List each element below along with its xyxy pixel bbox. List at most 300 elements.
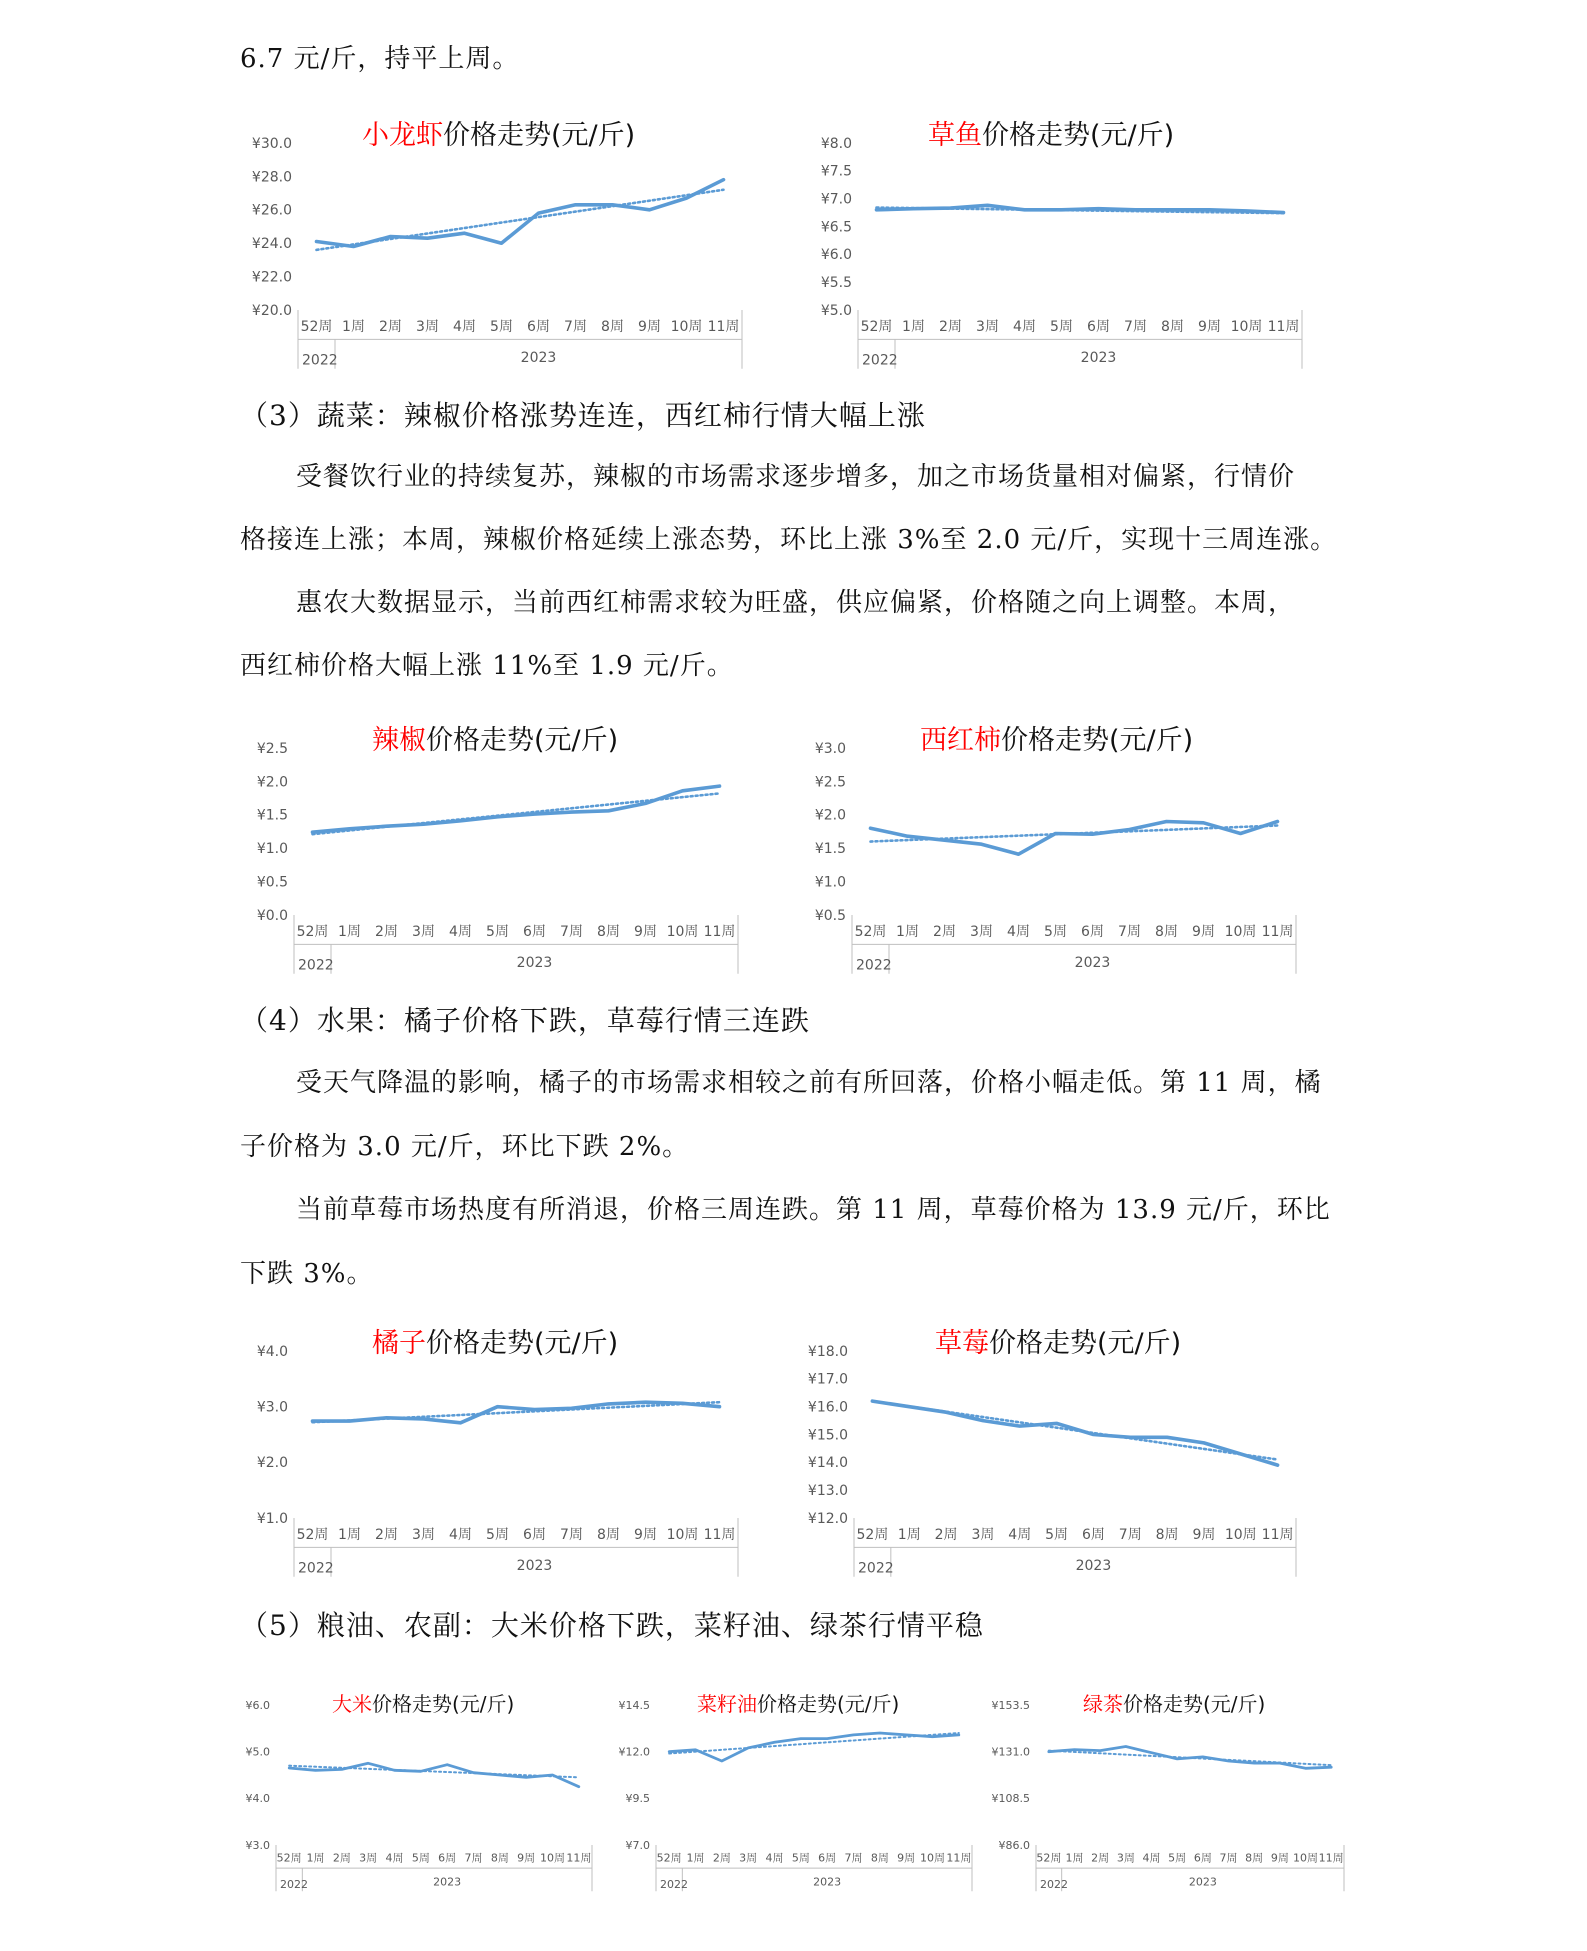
x-tick-label: 11周 [703, 924, 736, 940]
data-point [570, 811, 572, 813]
data-point [1092, 1433, 1094, 1435]
y-tick-label: ¥4.0 [256, 1343, 288, 1360]
x-tick-label: 8周 [870, 1851, 889, 1865]
data-point [607, 810, 609, 812]
x-tick-label: 6周 [1081, 924, 1104, 940]
data-point [852, 1734, 854, 1736]
x-tick-label: 7周 [564, 319, 587, 335]
x-tick-label: 5周 [490, 319, 513, 335]
series-line [1049, 1747, 1331, 1769]
data-point [1227, 1760, 1229, 1762]
data-point [348, 828, 350, 830]
y-tick-label: ¥1.0 [814, 874, 846, 891]
y-tick-label: ¥9.5 [625, 1792, 650, 1806]
x-tick-label: 9周 [897, 1851, 916, 1865]
x-tick-label: 6周 [1081, 1527, 1105, 1543]
y-tick-label: ¥7.0 [820, 191, 852, 208]
y-tick-label: ¥30.0 [251, 135, 292, 152]
year-label-2022: 2022 [280, 1877, 308, 1891]
data-point [668, 1750, 670, 1752]
chart-title-product: 绿茶 [1083, 1692, 1123, 1716]
x-tick-label: 1周 [896, 924, 919, 940]
data-point [685, 197, 687, 199]
x-tick-label: 52周 [296, 924, 329, 940]
year-label-2022: 2022 [862, 352, 898, 369]
x-tick-label: 2周 [332, 1851, 351, 1865]
data-point [869, 827, 871, 829]
data-point [1019, 1425, 1021, 1427]
y-tick-label: ¥0.5 [814, 907, 846, 924]
series-line [877, 205, 1284, 212]
series-line [872, 1401, 1277, 1465]
chart-strawberry [790, 1313, 1310, 1593]
data-point [648, 209, 650, 211]
x-tick-label: 3周 [976, 319, 999, 335]
x-tick-label: 9周 [638, 319, 661, 335]
series-line [313, 786, 720, 832]
x-tick-label: 11周 [1261, 1527, 1294, 1543]
x-tick-label: 4周 [765, 1851, 784, 1865]
data-point [1171, 209, 1173, 211]
data-point [1240, 1453, 1242, 1455]
data-point [314, 1769, 316, 1771]
y-tick-label: ¥153.5 [991, 1698, 1030, 1712]
chart-chili [232, 710, 752, 990]
x-tick-label: 8周 [597, 924, 620, 940]
section-heading-vegetables: （3）蔬菜：辣椒价格涨势连连，西红柿行情大幅上涨 [240, 399, 926, 432]
data-point [1017, 853, 1019, 855]
year-label-2022: 2022 [858, 1560, 894, 1577]
chart-title-product: 大米 [332, 1692, 372, 1716]
data-point [496, 1405, 498, 1407]
section-heading-grain-oil: （5）粮油、农副：大米价格下跌，菜籽油、绿茶行情平稳 [240, 1609, 984, 1642]
data-point [871, 1400, 873, 1402]
x-tick-label: 3周 [739, 1851, 758, 1865]
data-point [1330, 1766, 1332, 1768]
x-tick-label: 3周 [412, 1527, 435, 1543]
chart-title-product: 草莓 [935, 1328, 989, 1359]
chart-title-product: 辣椒 [372, 725, 426, 756]
paragraph-chili-line1: 受餐饮行业的持续复苏，辣椒的市场需求逐步增多，加之市场货量相对偏紧，行情价 [296, 462, 1296, 492]
x-tick-label: 3周 [971, 1527, 995, 1543]
data-point [611, 204, 613, 206]
x-tick-label: 7周 [1219, 1851, 1238, 1865]
data-point [426, 237, 428, 239]
x-tick-label: 7周 [464, 1851, 483, 1865]
x-tick-label: 2周 [934, 1527, 958, 1543]
paragraph-strawberry-line2: 下跌 3%。 [240, 1259, 374, 1289]
x-tick-label: 4周 [449, 1527, 472, 1543]
chart-crayfish [232, 105, 752, 385]
chart-title-suffix: 价格走势(元/斤) [1123, 1692, 1266, 1716]
year-label-2022: 2022 [1040, 1877, 1068, 1891]
x-tick-label: 5周 [1050, 319, 1073, 335]
series-line [669, 1733, 959, 1761]
data-point [912, 207, 914, 209]
data-point [311, 1420, 313, 1422]
paragraph-tomato-line1: 惠农大数据显示，当前西红柿需求较为旺盛，供应偏紧，价格随之向上调整。本周， [296, 588, 1296, 618]
data-point [800, 1737, 802, 1739]
data-point [1208, 209, 1210, 211]
year-label-2023: 2023 [516, 954, 553, 971]
data-point [1150, 1752, 1152, 1754]
x-tick-label: 8周 [601, 319, 624, 335]
year-label-2023: 2023 [1074, 954, 1111, 971]
x-tick-label: 4周 [385, 1851, 404, 1865]
chart-title-suffix: 价格走势(元/斤) [1001, 725, 1194, 756]
text-line-0: 6.7 元/斤，持平上周。 [240, 44, 520, 74]
y-tick-label: ¥0.5 [256, 874, 288, 891]
x-tick-label: 7周 [1118, 924, 1141, 940]
data-point [718, 1405, 720, 1407]
chart-rapeseed-oil [612, 1680, 982, 1915]
x-tick-label: 10周 [666, 1527, 699, 1543]
x-tick-label: 2周 [939, 319, 962, 335]
y-tick-label: ¥28.0 [251, 169, 292, 186]
data-point [906, 835, 908, 837]
data-point [681, 790, 683, 792]
chart-rice [232, 1680, 602, 1915]
data-point [681, 1402, 683, 1404]
x-tick-label: 5周 [791, 1851, 810, 1865]
data-point [986, 204, 988, 206]
y-tick-label: ¥14.0 [807, 1455, 848, 1472]
x-tick-label: 11周 [703, 1527, 736, 1543]
x-tick-label: 11周 [1261, 924, 1294, 940]
x-tick-label: 7周 [560, 924, 583, 940]
data-point [1276, 1464, 1278, 1466]
year-label-2023: 2023 [1075, 1557, 1112, 1574]
data-point [578, 1785, 580, 1787]
series-line [317, 180, 724, 247]
chart-green-tea [988, 1680, 1358, 1915]
y-tick-label: ¥14.5 [618, 1698, 650, 1712]
chart-orange [232, 1313, 752, 1593]
chart-tomato [790, 710, 1310, 990]
x-tick-label: 52周 [856, 1527, 889, 1543]
data-point [694, 1749, 696, 1751]
data-point [341, 1768, 343, 1770]
year-label-2023: 2023 [520, 349, 557, 366]
year-label-2023: 2023 [516, 1557, 553, 1574]
x-tick-label: 6周 [1193, 1851, 1212, 1865]
y-tick-label: ¥4.0 [245, 1792, 270, 1806]
data-point [422, 1418, 424, 1420]
x-tick-label: 6周 [527, 319, 550, 335]
x-tick-label: 4周 [1013, 319, 1036, 335]
data-point [945, 1411, 947, 1413]
data-point [525, 1776, 527, 1778]
data-point [420, 1770, 422, 1772]
x-tick-label: 10周 [1224, 1527, 1257, 1543]
year-label-2022: 2022 [298, 957, 334, 974]
x-tick-label: 6周 [438, 1851, 457, 1865]
data-point [1073, 1748, 1075, 1750]
y-tick-label: ¥1.0 [256, 1510, 288, 1527]
data-point [875, 209, 877, 211]
x-tick-label: 4周 [1008, 1527, 1032, 1543]
x-tick-label: 1周 [338, 924, 361, 940]
section-heading-fruit: （4）水果：橘子价格下跌，草莓行情三连跌 [240, 1004, 810, 1037]
x-tick-label: 3周 [1116, 1851, 1135, 1865]
data-point [982, 1419, 984, 1421]
x-tick-label: 4周 [1007, 924, 1030, 940]
data-point [499, 1774, 501, 1776]
data-point [1060, 209, 1062, 211]
x-tick-label: 9周 [634, 1527, 657, 1543]
data-point [533, 813, 535, 815]
x-tick-label: 11周 [1318, 1851, 1344, 1865]
x-tick-label: 8周 [1161, 319, 1184, 335]
year-label-2022: 2022 [660, 1877, 688, 1891]
x-tick-label: 1周 [342, 319, 365, 335]
data-point [943, 839, 945, 841]
x-tick-label: 6周 [1087, 319, 1110, 335]
y-tick-label: ¥131.0 [991, 1745, 1030, 1759]
data-point [1279, 1762, 1281, 1764]
y-tick-label: ¥3.0 [256, 1399, 288, 1416]
data-point [463, 232, 465, 234]
x-tick-label: 8周 [1155, 924, 1178, 940]
x-tick-label: 9周 [1270, 1851, 1289, 1865]
paragraph-orange-line2: 子价格为 3.0 元/斤，环比下跌 2%。 [240, 1132, 690, 1162]
y-tick-label: ¥22.0 [251, 269, 292, 286]
x-tick-label: 1周 [338, 1527, 361, 1543]
chart-title-suffix: 价格走势(元/斤) [982, 120, 1175, 151]
y-tick-label: ¥24.0 [251, 236, 292, 253]
data-point [721, 1760, 723, 1762]
x-tick-label: 6周 [818, 1851, 837, 1865]
data-point [1054, 832, 1056, 834]
data-point [1023, 209, 1025, 211]
x-tick-label: 52周 [300, 319, 333, 335]
y-tick-label: ¥7.0 [625, 1838, 650, 1852]
x-tick-label: 5周 [411, 1851, 430, 1865]
chart-title-product: 菜籽油 [697, 1692, 757, 1716]
x-tick-label: 7周 [844, 1851, 863, 1865]
y-tick-label: ¥3.0 [245, 1838, 270, 1852]
x-tick-label: 5周 [1044, 924, 1067, 940]
data-point [1128, 828, 1130, 830]
data-point [288, 1767, 290, 1769]
data-point [551, 1774, 553, 1776]
x-tick-label: 6周 [523, 924, 546, 940]
x-tick-label: 1周 [897, 1527, 921, 1543]
data-point [1282, 211, 1284, 213]
x-tick-label: 10周 [1224, 924, 1257, 940]
x-tick-label: 52周 [276, 1851, 302, 1865]
data-point [879, 1732, 881, 1734]
data-point [1304, 1767, 1306, 1769]
data-point [385, 825, 387, 827]
y-tick-label: ¥26.0 [251, 202, 292, 219]
data-point [958, 1734, 960, 1736]
chart-title-product: 草鱼 [928, 120, 982, 151]
data-point [533, 1408, 535, 1410]
x-tick-label: 3周 [412, 924, 435, 940]
data-point [570, 1407, 572, 1409]
x-tick-label: 2周 [1091, 1851, 1110, 1865]
data-point [1276, 820, 1278, 822]
x-tick-label: 4周 [1142, 1851, 1161, 1865]
x-tick-label: 10周 [670, 319, 703, 335]
x-tick-label: 2周 [712, 1851, 731, 1865]
data-point [1202, 1756, 1204, 1758]
x-tick-label: 3周 [359, 1851, 378, 1865]
chart-grass-carp [790, 105, 1310, 385]
x-tick-label: 52周 [656, 1851, 682, 1865]
data-point [908, 1405, 910, 1407]
x-tick-label: 52周 [1036, 1851, 1062, 1865]
x-tick-label: 9周 [634, 924, 657, 940]
x-tick-label: 52周 [860, 319, 893, 335]
data-point [1245, 210, 1247, 212]
x-tick-label: 10周 [920, 1851, 945, 1865]
chart-title-suffix: 价格走势(元/斤) [426, 1328, 619, 1359]
data-point [905, 1734, 907, 1736]
x-tick-label: 1周 [686, 1851, 705, 1865]
data-point [459, 1422, 461, 1424]
chart-title-suffix: 价格走势(元/斤) [989, 1328, 1182, 1359]
data-point [607, 1403, 609, 1405]
year-label-2023: 2023 [1188, 1875, 1217, 1889]
x-tick-label: 11周 [1267, 319, 1300, 335]
y-tick-label: ¥8.0 [820, 135, 852, 152]
y-tick-label: ¥15.0 [807, 1427, 848, 1444]
y-tick-label: ¥2.0 [256, 774, 288, 791]
chart-title-suffix: 价格走势(元/斤) [757, 1692, 900, 1716]
data-point [718, 785, 720, 787]
x-tick-label: 1周 [902, 319, 925, 335]
chart-title-suffix: 价格走势(元/斤) [426, 725, 619, 756]
data-point [367, 1762, 369, 1764]
paragraph-orange-line1: 受天气降温的影响，橘子的市场需求相较之前有所回落，价格小幅走低。第 11 周，橘 [296, 1068, 1322, 1098]
y-tick-label: ¥7.5 [820, 163, 852, 180]
y-tick-label: ¥1.5 [256, 807, 288, 824]
x-tick-label: 5周 [1045, 1527, 1069, 1543]
x-tick-label: 2周 [375, 1527, 398, 1543]
y-tick-label: ¥1.5 [814, 841, 846, 858]
data-point [773, 1741, 775, 1743]
data-point [393, 1769, 395, 1771]
y-tick-label: ¥5.0 [245, 1745, 270, 1759]
x-tick-label: 10周 [1293, 1851, 1318, 1865]
chart-title-product: 橘子 [372, 1328, 426, 1359]
x-tick-label: 2周 [379, 319, 402, 335]
data-point [472, 1771, 474, 1773]
x-tick-label: 5周 [486, 1527, 509, 1543]
x-tick-label: 8周 [1155, 1527, 1179, 1543]
y-tick-label: ¥2.0 [814, 807, 846, 824]
data-point [1129, 1436, 1131, 1438]
data-point [1253, 1762, 1255, 1764]
y-tick-label: ¥1.0 [256, 841, 288, 858]
chart-title-product: 小龙虾 [362, 120, 443, 151]
chart-title-suffix: 价格走势(元/斤) [372, 1692, 515, 1716]
y-tick-label: ¥6.5 [820, 219, 852, 236]
chart-title-product: 西红柿 [920, 725, 1001, 756]
y-tick-label: ¥5.5 [820, 275, 852, 292]
x-tick-label: 52周 [854, 924, 887, 940]
x-tick-label: 10周 [540, 1851, 565, 1865]
y-tick-label: ¥0.0 [256, 907, 288, 924]
x-tick-label: 4周 [449, 924, 472, 940]
y-tick-label: ¥12.0 [618, 1745, 650, 1759]
year-label-2022: 2022 [298, 1560, 334, 1577]
paragraph-chili-line2: 格接连上涨；本周，辣椒价格延续上涨态势，环比上涨 3%至 2.0 元/斤，实现十三周连涨。 [240, 525, 1338, 555]
data-point [500, 242, 502, 244]
x-tick-label: 1周 [1065, 1851, 1084, 1865]
data-point [1202, 822, 1204, 824]
x-tick-label: 2周 [375, 924, 398, 940]
data-point [389, 235, 391, 237]
data-point [352, 245, 354, 247]
data-point [385, 1417, 387, 1419]
x-tick-label: 3周 [970, 924, 993, 940]
x-tick-label: 5周 [1168, 1851, 1187, 1865]
y-tick-label: ¥2.0 [256, 1455, 288, 1472]
x-tick-label: 8周 [490, 1851, 509, 1865]
series-line [871, 822, 1278, 855]
data-point [348, 1420, 350, 1422]
data-point [931, 1736, 933, 1738]
y-tick-label: ¥2.5 [814, 774, 846, 791]
data-point [980, 843, 982, 845]
y-tick-label: ¥12.0 [807, 1510, 848, 1527]
x-tick-label: 10周 [666, 924, 699, 940]
data-point [1166, 1436, 1168, 1438]
y-tick-label: ¥18.0 [807, 1343, 848, 1360]
x-tick-label: 5周 [486, 924, 509, 940]
x-tick-label: 11周 [566, 1851, 592, 1865]
data-point [1099, 1749, 1101, 1751]
data-point [537, 212, 539, 214]
x-tick-label: 7周 [1124, 319, 1147, 335]
x-tick-label: 7周 [1118, 1527, 1142, 1543]
data-point [1125, 1745, 1127, 1747]
data-point [496, 816, 498, 818]
y-tick-label: ¥108.5 [991, 1792, 1030, 1806]
data-point [1176, 1758, 1178, 1760]
x-tick-label: 8周 [597, 1527, 620, 1543]
data-point [1165, 820, 1167, 822]
data-point [644, 1401, 646, 1403]
x-tick-label: 3周 [416, 319, 439, 335]
data-point [644, 802, 646, 804]
x-tick-label: 11周 [946, 1851, 972, 1865]
data-point [574, 204, 576, 206]
paragraph-strawberry-line1: 当前草莓市场热度有所消退，价格三周连跌。第 11 周，草莓价格为 13.9 元/斤，环比 [296, 1195, 1331, 1225]
y-tick-label: ¥2.5 [256, 740, 288, 757]
x-tick-label: 9周 [1192, 1527, 1216, 1543]
y-tick-label: ¥16.0 [807, 1399, 848, 1416]
y-tick-label: ¥5.0 [820, 302, 852, 319]
data-point [446, 1764, 448, 1766]
x-tick-label: 7周 [560, 1527, 583, 1543]
year-label-2022: 2022 [302, 352, 338, 369]
data-point [1055, 1422, 1057, 1424]
x-tick-label: 4周 [453, 319, 476, 335]
y-tick-label: ¥13.0 [807, 1483, 848, 1500]
year-label-2023: 2023 [433, 1875, 462, 1889]
year-label-2023: 2023 [1080, 349, 1117, 366]
data-point [722, 179, 724, 181]
data-point [459, 820, 461, 822]
x-tick-label: 52周 [296, 1527, 329, 1543]
y-tick-label: ¥86.0 [998, 1838, 1030, 1852]
year-label-2022: 2022 [856, 957, 892, 974]
y-tick-label: ¥6.0 [245, 1698, 270, 1712]
